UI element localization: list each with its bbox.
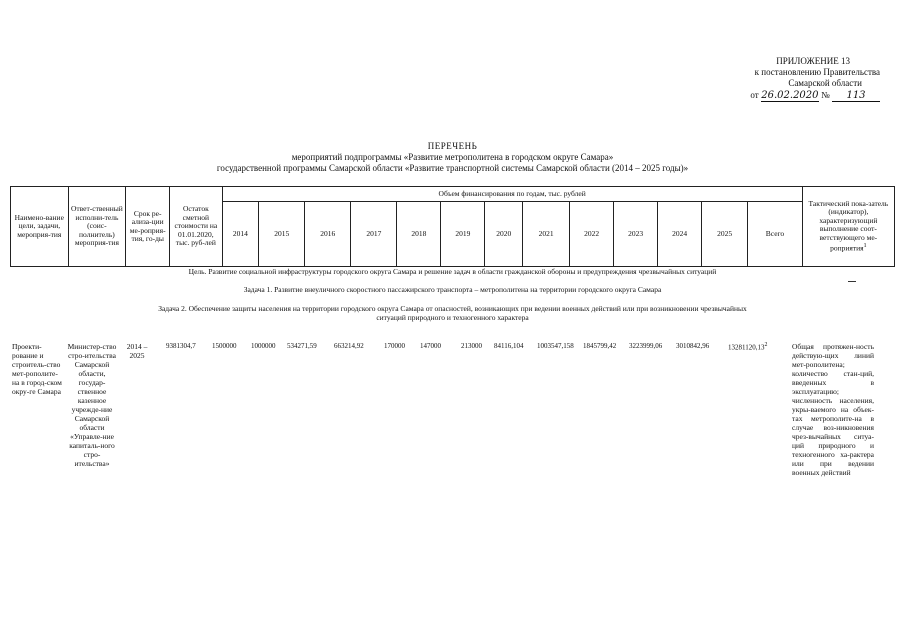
number-prefix: № <box>821 90 830 100</box>
value-2024: 3223999,06 <box>629 342 663 350</box>
header-responsible: Ответ-ственный исполни-тель (соис-полнитель) мероприя-тия <box>68 187 126 267</box>
appendix-line2: Самарской области <box>788 78 862 88</box>
year-2014: 2014 <box>222 202 259 267</box>
appendix-title: ПРИЛОЖЕНИЕ 13 <box>776 56 850 66</box>
year-2015: 2015 <box>259 202 305 267</box>
task2-line1: Задача 2. Обеспечение защиты населения на территории городского округа Самара от опасностей, возникающих при ведении военных действий или при возникновении чрезвычайных <box>158 304 747 313</box>
funding-table-header <box>10 186 895 267</box>
year-2024: 2024 <box>658 202 702 267</box>
row-measure-name: Проекти-рование и строитель-ство мет-рополите-на в город-ском окру-ге Самара <box>12 342 62 396</box>
decree-date: 26.02.2020 <box>761 90 819 101</box>
value-2020: 213000 <box>461 342 482 350</box>
row-term: 2014 – 2025 <box>126 342 148 360</box>
value-2021: 84116,104 <box>494 342 524 350</box>
year-2017: 2017 <box>351 202 397 267</box>
value-2023: 1845799,42 <box>583 342 617 350</box>
header-indicator-text: Тактический пока-затель (индикатор), характеризующий выполнение соот-ветствующего ме-роприятия <box>808 198 889 253</box>
task1-text: Задача 1. Развитие внеуличного скоростного пассажирского транспорта – метрополитена на территории городского округа Самара <box>243 285 662 294</box>
header-name: Наимено-вание цели, задачи, мероприя-тия <box>11 187 69 267</box>
header-indicator-sup: 1 <box>863 242 867 250</box>
task2-text <box>10 304 895 322</box>
value-2019: 147000 <box>420 342 441 350</box>
value-total-sup: 2 <box>764 342 768 348</box>
year-2020: 2020 <box>485 202 523 267</box>
value-2017: 663214,92 <box>334 342 364 350</box>
year-2022: 2022 <box>570 202 614 267</box>
header-indicator <box>802 187 894 267</box>
value-total-text: 13281120,13 <box>728 343 765 352</box>
row-balance: 9381304,7 <box>166 342 196 350</box>
document-heading <box>100 141 805 174</box>
year-2018: 2018 <box>397 202 441 267</box>
value-2015: 1000000 <box>251 342 276 350</box>
decree-number: 113 <box>832 90 880 102</box>
row-responsible: Министер-ство стро-ительства Самарской области, государ-ственное казенное учрежде-ние Самарской области «Управле-ние капиталь-ного стро-ительства» <box>67 342 117 468</box>
value-2018: 170000 <box>384 342 405 350</box>
divider-dash <box>848 281 856 282</box>
value-total <box>728 342 767 351</box>
document-title: ПЕРЕЧЕНЬ <box>427 141 478 151</box>
task2-line2: ситуаций природного и техногенного характера <box>376 313 529 322</box>
header-term: Срок ре-ализа-ции ме-роприя-тия, го-ды <box>126 187 170 267</box>
year-2016: 2016 <box>305 202 351 267</box>
appendix-date-line <box>640 90 880 102</box>
value-2022: 1003547,158 <box>537 342 574 350</box>
year-2019: 2019 <box>441 202 485 267</box>
row-indicator: Общая протяжен-ность действую-щих линий мет-рополитена; количество стан-ций, введенных в эксплуатацию; численность населения, укры-ваемого на объек-тах метрополите-на в случае воз-никновения чрез-вычайных ситуа-ций природного и техногенного ха-рактера или при ведении военных действий <box>792 342 874 477</box>
value-2014: 1500000 <box>212 342 237 350</box>
heading-line1: мероприятий подпрограммы «Развитие метрополитена в городском округе Самара» <box>291 152 614 162</box>
value-2016: 534271,59 <box>287 342 317 350</box>
heading-line2: государственной программы Самарской области «Развитие транспортной системы Самарской области (2014 – 2025 годы)» <box>216 163 689 173</box>
appendix-line1: к постановлению Правительства <box>754 67 880 77</box>
date-prefix: от <box>750 90 759 100</box>
header-funding: Объем финансирования по годам, тыс. рублей <box>222 187 802 202</box>
value-2025: 3010842,96 <box>676 342 710 350</box>
appendix-block <box>640 56 880 102</box>
goal-text: Цель. Развитие социальной инфраструктуры городского округа Самара и решение задач в области гражданской обороны и предупреждения чрезвычайных ситуаций <box>188 267 717 276</box>
year-2025: 2025 <box>702 202 748 267</box>
year-total: Всего <box>748 202 803 267</box>
header-balance: Остаток сметной стоимости на 01.01.2020, тыс. руб-лей <box>170 187 222 267</box>
year-2021: 2021 <box>523 202 570 267</box>
year-2023: 2023 <box>614 202 658 267</box>
